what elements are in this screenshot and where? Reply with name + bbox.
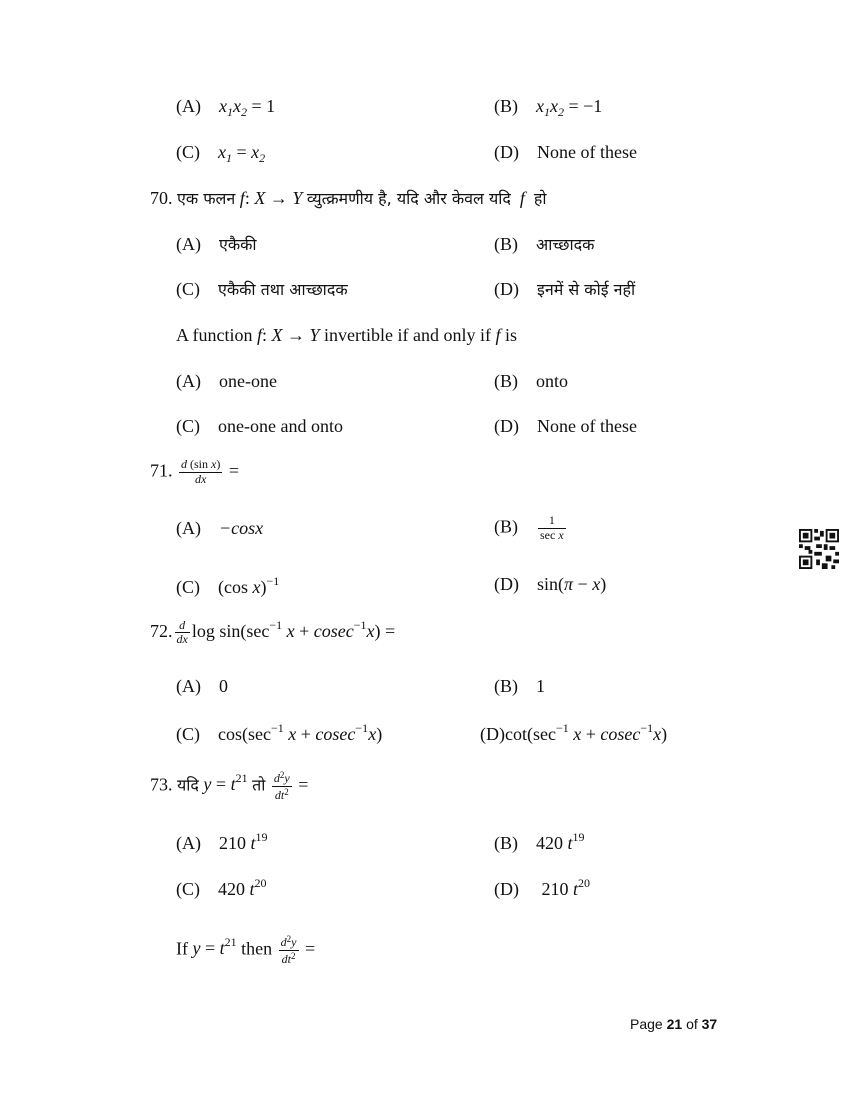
option-label: (D) — [494, 142, 519, 162]
option-label: (B) — [494, 516, 518, 537]
option-label: (B) — [494, 676, 518, 696]
q70-option-b — [494, 371, 568, 393]
exponent: 19 — [255, 830, 268, 844]
question-text: If — [176, 938, 188, 959]
exponent: 20 — [254, 876, 267, 890]
q71-option-a — [176, 518, 263, 540]
qr-code-icon — [799, 528, 839, 570]
math: $\cos(\sec^{-1}$ x + cosec$^{-1}$x) — [218, 721, 383, 744]
option-label: (C) — [176, 142, 200, 162]
q70-question-hindi: 70. एक फलन f: X → Y व्युत्क्रमणीय है, यदि और केवल यदि f हो — [150, 188, 547, 208]
question-text: is — [505, 325, 518, 345]
q69-option-a — [176, 96, 275, 119]
page-label: Page — [630, 1016, 663, 1032]
option-label: (B) — [494, 833, 518, 853]
q70-option-a — [176, 371, 277, 393]
math: $y = t^{21}$ — [203, 771, 248, 795]
q70-hindi-option-c — [176, 279, 348, 301]
question-text: then — [241, 938, 273, 959]
math: t — [250, 833, 256, 853]
q70-hindi-option-d — [494, 279, 635, 301]
option-label: (A) — [176, 234, 201, 254]
option-label: (D) — [494, 279, 519, 299]
option-label: (C) — [176, 879, 200, 899]
q72-option-a — [176, 676, 228, 698]
option-text: 0 — [219, 676, 228, 696]
math: f — [257, 325, 263, 345]
q71-option-b — [494, 514, 568, 543]
option-label: (B) — [494, 371, 518, 391]
option-text: one-one — [219, 371, 277, 391]
math: sin(π − x) — [537, 574, 607, 594]
math: f — [495, 325, 501, 345]
q73-option-a — [176, 830, 268, 855]
question-text: यदि — [177, 775, 199, 795]
q73-option-b — [494, 830, 585, 855]
option-label: (A) — [176, 371, 201, 391]
q73-question-hindi: 73. यदि $y = t^{21}$ तो $\frac{d^2y}{dt^2}$ = — [150, 770, 309, 802]
page-number — [630, 1016, 717, 1033]
option-text: 210 — [541, 879, 569, 899]
question-number: 71. — [150, 460, 173, 481]
question-number: 72. — [150, 621, 173, 641]
option-text: None of these — [537, 416, 637, 436]
option-label: (D) — [480, 724, 505, 744]
option-label: (A) — [176, 676, 201, 696]
option-label: (D) — [494, 879, 519, 899]
option-text: इनमें से कोई नहीं — [537, 280, 636, 299]
math: $y = t^{21}$ — [192, 935, 237, 959]
q71-question: 71. $\frac{\text{d (sin x)}}{dx}$ = — [150, 457, 239, 486]
option-text: 1 — [536, 676, 545, 696]
q73-option-c — [176, 876, 267, 901]
question-text: तो — [252, 775, 266, 795]
math: $x_1 = x_2$ — [218, 142, 266, 165]
option-text: None of these — [537, 142, 637, 162]
current-page: 21 — [666, 1016, 683, 1032]
option-text: one-one and onto — [218, 416, 343, 436]
option-label: (A) — [176, 96, 201, 116]
q69-option-b — [494, 96, 602, 119]
option-label: (C) — [176, 279, 200, 299]
option-text: 420 — [218, 879, 245, 899]
q72-question — [150, 618, 395, 647]
q71-option-d — [494, 574, 606, 596]
option-text: एकैकी — [219, 235, 257, 254]
option-text: आच्छादक — [536, 235, 595, 254]
q72-option-b — [494, 676, 545, 698]
derivative-fraction: $\frac{\text{d (sin x)}}{dx}$ — [181, 457, 221, 486]
option-text: 420 — [536, 833, 563, 853]
option-label: (B) — [494, 96, 518, 116]
q70-question-english: A function f: X → Y invertible if and only if f is — [176, 325, 518, 345]
q70-hindi-option-b — [494, 234, 594, 256]
second-derivative-fraction: $\frac{d^2y}{dt^2}$ — [280, 934, 297, 966]
exponent: 19 — [572, 830, 585, 844]
math: $x_1x_2 = -1$ — [536, 96, 603, 119]
option-label: (A) — [176, 833, 201, 853]
option-label: (C) — [176, 577, 200, 597]
option-label: (C) — [176, 416, 200, 436]
option-text: एकैकी तथा आच्छादक — [218, 280, 348, 299]
question-text: A function — [176, 325, 253, 345]
math: −cosx — [219, 518, 264, 538]
question-number: 70. — [150, 188, 173, 208]
q73-option-d — [494, 876, 590, 901]
option-label: (D) — [494, 416, 519, 436]
q70-option-d — [494, 416, 637, 438]
math: t — [567, 833, 573, 853]
of-label: of — [686, 1016, 698, 1032]
question-text: एक फलन — [177, 189, 236, 208]
math-fraction: $\frac{1}{\text{sec x}}$ — [540, 513, 564, 542]
q72-option-d — [480, 721, 667, 746]
question-text: हो — [533, 189, 547, 208]
q73-question-english: If $y = t^{21}$ then $\frac{d^2y}{dt^2}$ = — [176, 934, 316, 966]
q69-option-d — [494, 142, 637, 164]
option-label: (D) — [494, 574, 519, 594]
option-label: (B) — [494, 234, 518, 254]
math: $x_1x_2 = 1$ — [219, 96, 276, 119]
derivative-fraction: $\frac{d}{dx}$ — [176, 617, 188, 647]
exponent: 20 — [578, 876, 591, 890]
question-text: व्युत्क्रमणीय है, यदि और केवल यदि — [306, 189, 511, 208]
option-text: 210 — [219, 833, 246, 853]
option-label: (C) — [176, 724, 200, 744]
question-number: 73. — [150, 774, 173, 795]
option-label: (A) — [176, 518, 201, 538]
q70-hindi-option-a — [176, 234, 257, 256]
q71-option-c — [176, 574, 279, 599]
q70-option-c — [176, 416, 343, 438]
math: f — [239, 188, 245, 208]
math: t — [573, 879, 579, 899]
second-derivative-fraction: $\frac{d^2y}{dt^2}$ — [273, 770, 290, 802]
question-text: invertible if and only if — [324, 325, 492, 345]
option-text: onto — [536, 371, 569, 391]
q72-option-c — [176, 721, 382, 746]
math: $\cot(\sec^{-1}$ x + cosec$^{-1}$x) — [505, 721, 668, 744]
math: t — [249, 879, 255, 899]
math: $\log \sin(\sec^{-1}$ x + cosec$^{-1}$x) = — [191, 618, 396, 641]
q69-option-c — [176, 142, 265, 165]
math: f — [515, 188, 530, 208]
total-pages: 37 — [701, 1016, 718, 1032]
math: (cos x)$^{-1}$ — [218, 574, 280, 597]
